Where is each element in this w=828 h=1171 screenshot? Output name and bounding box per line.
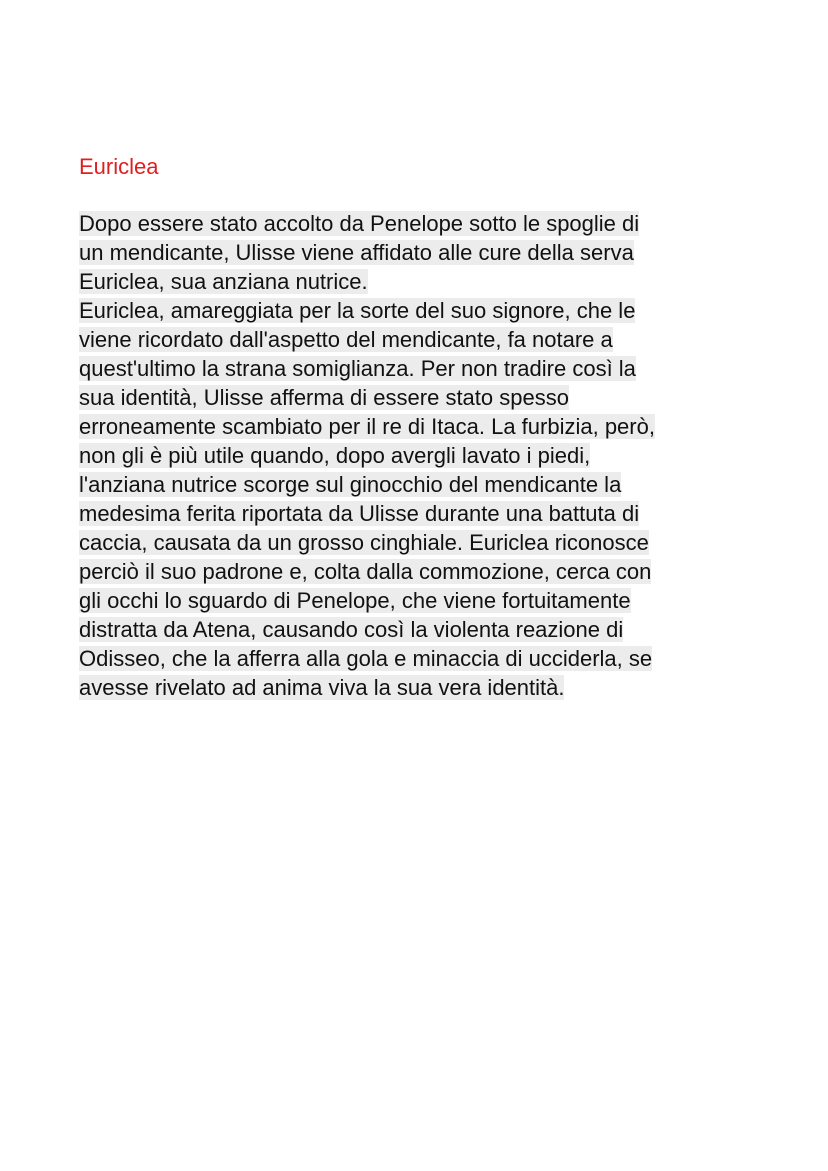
document-title: Euriclea [79,154,159,179]
text-line: l'anziana nutrice scorge sul ginocchio del mendicante la [79,472,622,497]
document-body [79,209,759,702]
text-line: medesima ferita riportata da Ulisse durante una battuta di [79,501,640,526]
text-line: sua identità, Ulisse afferma di essere stato spesso [79,385,569,410]
text-line: quest'ultimo la strana somiglianza. Per non tradire così la [79,356,636,381]
text-line: Euriclea, sua anziana nutrice. [79,269,368,294]
text-line: Euriclea, amareggiata per la sorte del suo signore, che le [79,298,636,323]
text-line: erroneamente scambiato per il re di Itaca. La furbizia, però, [79,414,655,439]
text-line: distratta da Atena, causando così la violenta reazione di [79,617,624,642]
text-line: perciò il suo padrone e, colta dalla commozione, cerca con [79,559,652,584]
text-line: non gli è più utile quando, dopo avergli lavato i piedi, [79,443,591,468]
text-line: un mendicante, Ulisse viene affidato alle cure della serva [79,240,634,265]
text-line: caccia, causata da un grosso cinghiale. Euriclea riconosce [79,530,649,555]
text-line: Dopo essere stato accolto da Penelope sotto le spoglie di [79,211,640,236]
text-line: avesse rivelato ad anima viva la sua vera identità. [79,675,565,700]
text-line: Odisseo, che la afferra alla gola e minaccia di ucciderla, se [79,646,653,671]
text-line: gli occhi lo sguardo di Penelope, che viene fortuitamente [79,588,631,613]
text-line: viene ricordato dall'aspetto del mendicante, fa notare a [79,327,613,352]
